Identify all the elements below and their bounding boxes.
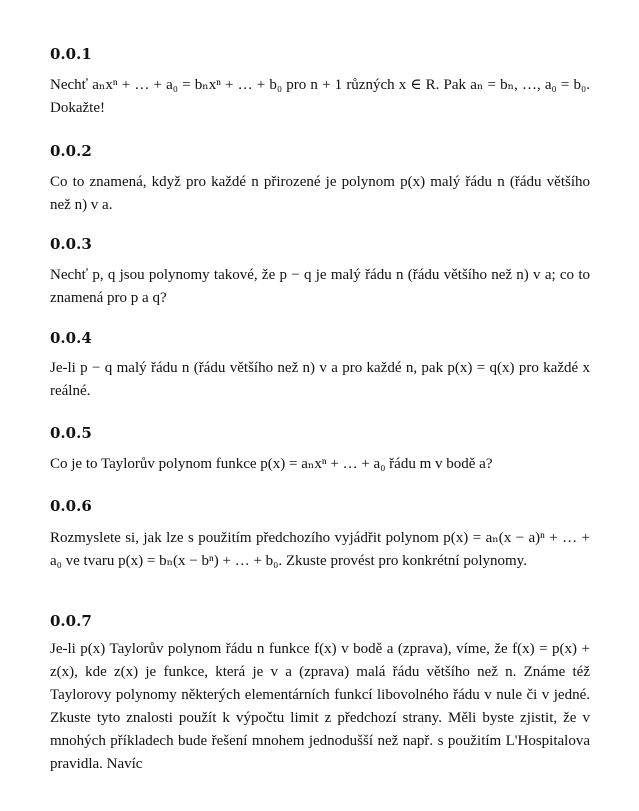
section-heading-0-0-1: 0.0.1	[50, 45, 92, 63]
section-text-0-0-2: Co to znamená, když pro každé n přirozené je polynom p(x) malý řádu n (řádu většího než n) v a.	[50, 174, 590, 213]
section-heading-0-0-4: 0.0.4	[50, 329, 92, 347]
section-text-0-0-3: Nechť p, q jsou polynomy takové, že p − q je malý řádu n (řádu většího než n) v a; co to znamená pro p a q?	[50, 267, 590, 306]
section-heading-0-0-7: 0.0.7	[50, 612, 92, 630]
section-text-0-0-6: Rozmyslete si, jak lze s použitím předchozího vyjádřit polynom p(x) = aₙ(x − a)ⁿ + … + a₀ ve tvaru p(x) = bₙ(x − bⁿ) + … + b₀. Zkuste provést pro konkrétní polynomy.	[50, 530, 590, 569]
section-heading-0-0-5: 0.0.5	[50, 424, 92, 442]
section-text-0-0-7: Je-li p(x) Taylorův polynom řádu n funkce f(x) v bodě a (zprava), víme, že f(x) = p(x) + z(x), kde z(x) je funkce, která je v a (zprava) malá řádu většího než n. Známe též Taylorovy polynomy některých elementárních funkcí libovolného řádu v nule či v jedné. Zkuste tyto znalosti použít k výpočtu limit z předchozí strany. Měli byste zjistit, že v mnohých příkladech bude řešení mnohem jednodušší než např. s použitím L'Hospitalova pravidla. Navíc	[50, 641, 590, 772]
section-text-0-0-4: Je-li p − q malý řádu n (řádu většího než n) v a pro každé n, pak p(x) = q(x) pro každé x reálné.	[50, 360, 590, 399]
section-text-0-0-5: Co je to Taylorův polynom funkce p(x) = aₙxⁿ + … + a₀ řádu m v bodě a?	[50, 456, 493, 472]
section-text-0-0-1: Nechť aₙxⁿ + … + a₀ = bₙxⁿ + … + b₀ pro n + 1 různých x ∈ R. Pak aₙ = bₙ, …, a₀ = b₀. Dokažte!	[50, 77, 590, 116]
section-heading-0-0-3: 0.0.3	[50, 235, 92, 253]
section-heading-0-0-6: 0.0.6	[50, 497, 92, 515]
section-heading-0-0-2: 0.0.2	[50, 142, 92, 160]
